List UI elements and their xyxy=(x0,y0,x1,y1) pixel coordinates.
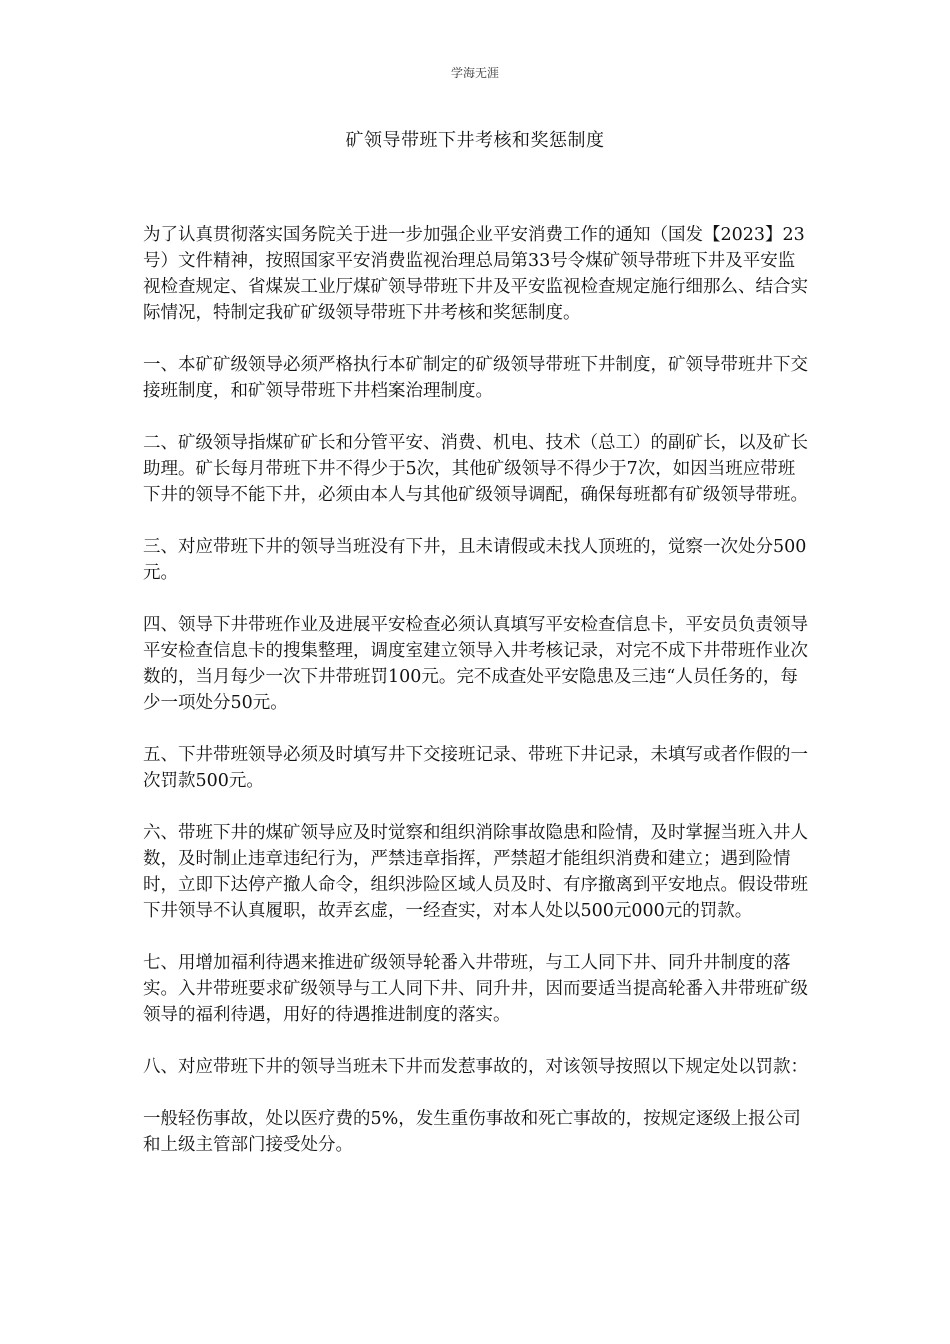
paragraph-8: 八、对应带班下井的领导当班未下井而发惹事故的，对该领导按照以下规定处以罚款： xyxy=(143,1057,808,1077)
paragraph-intro: 为了认真贯彻落实国务院关于进一步加强企业平安消费工作的通知（国发【2023】23号）文件精神，按照国家平安消费监视治理总局第33号令煤矿领导带班下井及平安监视检查规定、省煤炭工业厅煤矿领导带班下井及平安监视检查规定施行细那么、结合实际情况，特制定我矿矿级领导带班下井考核和奖惩制度。 xyxy=(143,225,808,323)
document-title: 矿领导带班下井考核和奖惩制度 xyxy=(345,130,605,151)
document-body xyxy=(143,222,811,1184)
page-header: 学海无涯 xyxy=(450,66,499,80)
paragraph-8-detail: 一般轻伤事故，处以医疗费的5%，发生重伤事故和死亡事故的，按规定逐级上报公司和上级主管部门接受处分。 xyxy=(143,1109,801,1155)
paragraph-3: 三、对应带班下井的领导当班没有下井，且未请假或未找人顶班的，觉察一次处分500元。 xyxy=(143,537,807,583)
paragraph-2: 二、矿级领导指煤矿矿长和分管平安、消费、机电、技术（总工）的副矿长，以及矿长助理。矿长每月带班下井不得少于5次，其他矿级领导不得少于7次，如因当班应带班下井的领导不能下井，必须由本人与其他矿级领导调配，确保每班都有矿级领导带班。 xyxy=(143,433,808,505)
paragraph-5: 五、下井带班领导必须及时填写井下交接班记录、带班下井记录，未填写或者作假的一次罚款500元。 xyxy=(143,745,808,791)
paragraph-1: 一、本矿矿级领导必须严格执行本矿制定的矿级领导带班下井制度，矿领导带班井下交接班制度，和矿领导带班下井档案治理制度。 xyxy=(143,355,808,401)
paragraph-7: 七、用增加福利待遇来推进矿级领导轮番入井带班，与工人同下井、同升井制度的落实。入井带班要求矿级领导与工人同下井、同升井，因而要适当提高轮番入井带班矿级领导的福利待遇，用好的待遇推进制度的落实。 xyxy=(143,953,808,1025)
paragraph-6: 六、带班下井的煤矿领导应及时觉察和组织消除事故隐患和险情，及时掌握当班入井人数，及时制止违章违纪行为，严禁违章指挥，严禁超才能组织消费和建立；遇到险情时，立即下达停产撤人命令，组织涉险区域人员及时、有序撤离到平安地点。假设带班下井领导不认真履职，故弄玄虚，一经查实，对本人处以500元000元的罚款。 xyxy=(143,823,808,921)
paragraph-4: 四、领导下井带班作业及进展平安检查必须认真填写平安检查信息卡，平安员负责领导平安检查信息卡的搜集整理，调度室建立领导入井考核记录，对完不成下井带班作业次数的，当月每少一次下井带班罚100元。完不成查处平安隐患及三违“人员任务的，每少一项处分50元。 xyxy=(143,615,808,713)
